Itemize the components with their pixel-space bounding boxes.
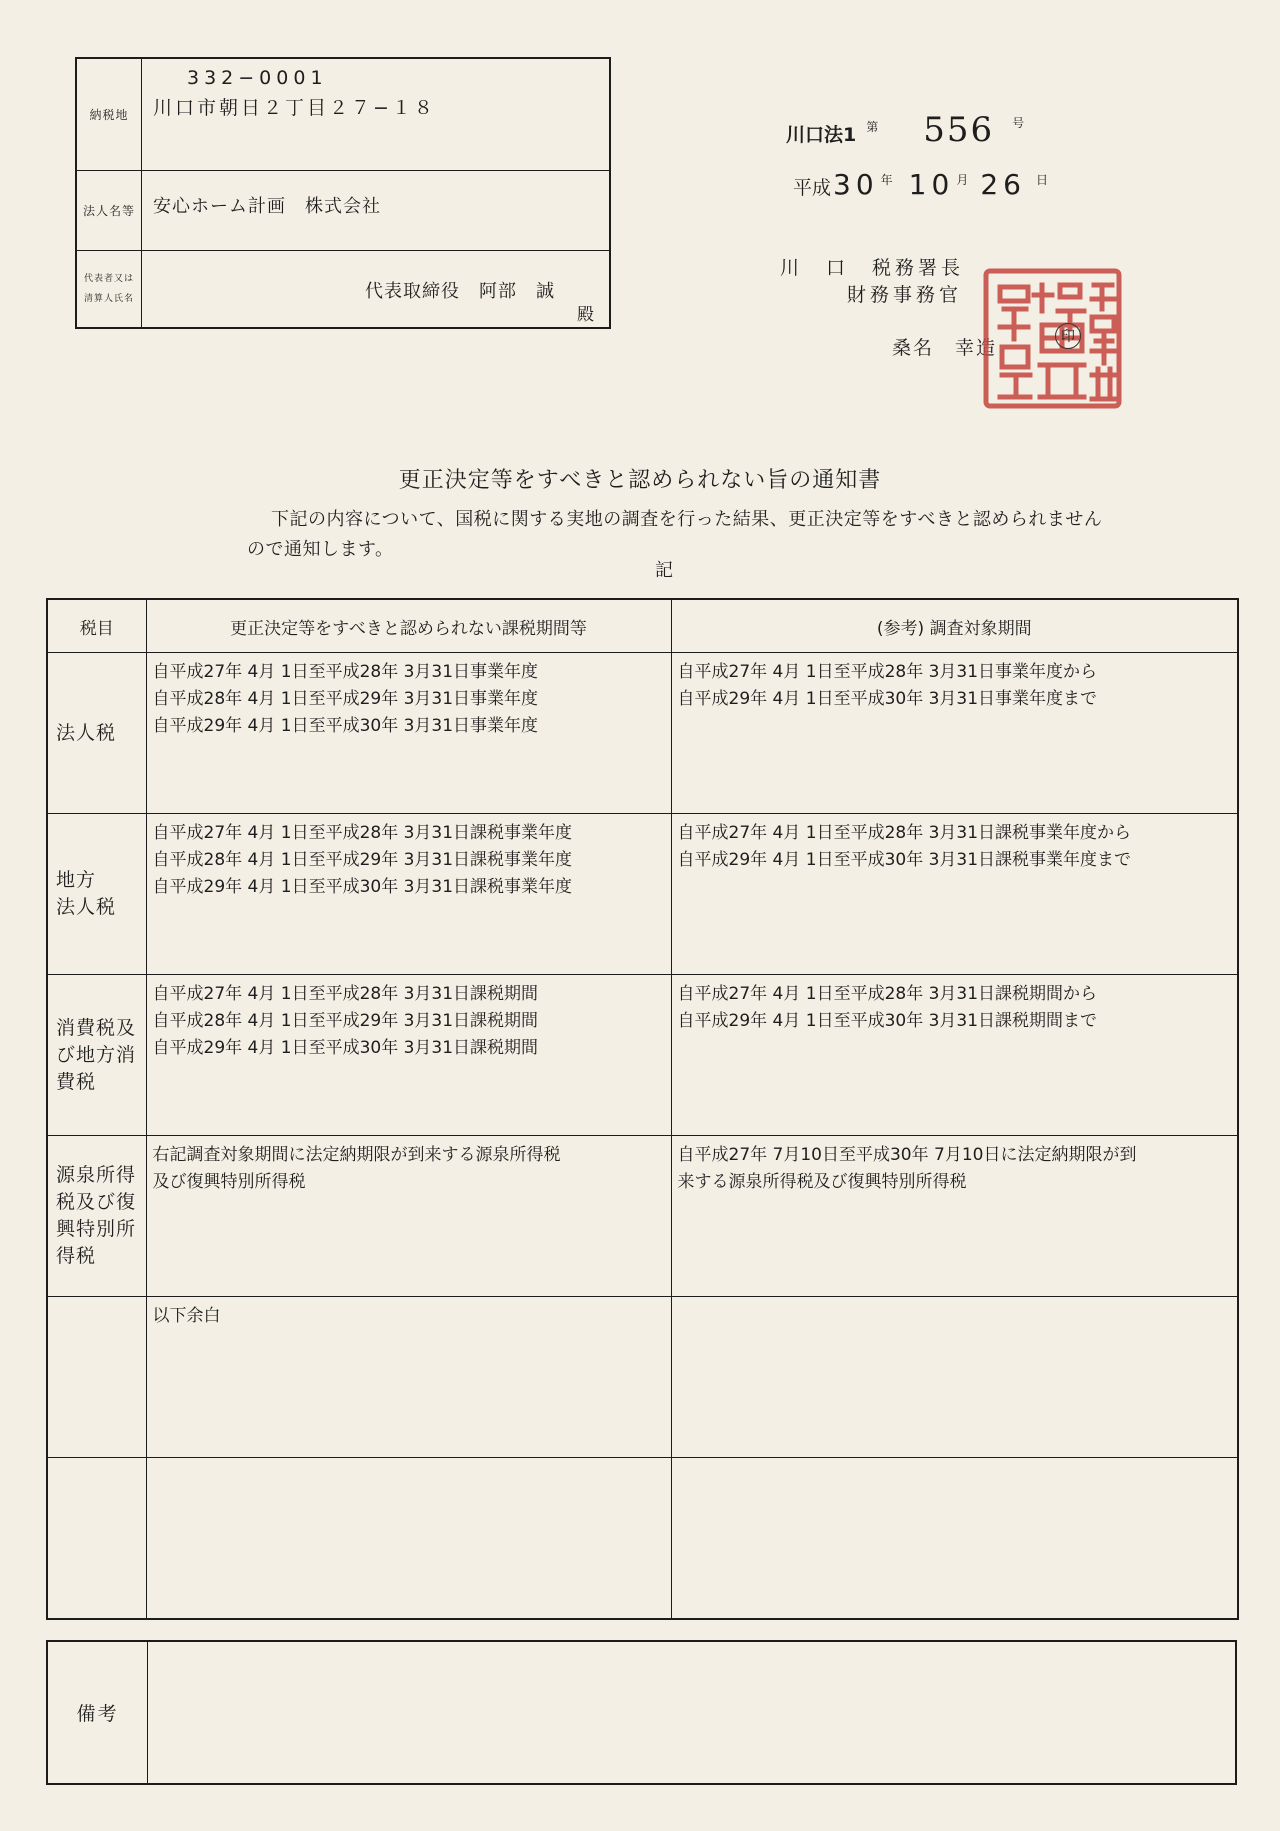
document-number-prefix: 川口法1 xyxy=(786,124,857,146)
honorific: 殿 xyxy=(577,305,594,325)
document-number-value: 556 xyxy=(923,110,995,150)
document-body: 下記の内容について、国税に関する実地の調査を行った結果、更正決定等をすべきと認められませんので通知します。 xyxy=(247,509,1103,560)
representative-row xyxy=(77,250,609,327)
date-day: 26 xyxy=(980,168,1026,201)
tax-item-line: 地方 xyxy=(56,869,97,891)
remarks-label: 備考 xyxy=(48,1642,148,1783)
period-line: 自平成29年 4月 1日至平成30年 3月31日課税事業年度 xyxy=(152,877,573,897)
tax-item-line: 消費税及 xyxy=(56,1016,137,1039)
issuer-name: 桑名 幸造 xyxy=(892,337,998,359)
corporation-row xyxy=(77,170,609,251)
address-text: 川口市朝日２丁目２７−１８ xyxy=(153,97,436,119)
tax-item-line: び地方消 xyxy=(56,1043,137,1066)
period-cell xyxy=(146,975,671,1136)
reference-cell xyxy=(671,1458,1238,1619)
header-reference: (参考) 調査対象期間 xyxy=(671,599,1238,653)
period-cell xyxy=(146,1458,671,1619)
tax-item-cell xyxy=(47,1136,146,1297)
date-day-unit: 日 xyxy=(1035,173,1048,187)
issue-date xyxy=(793,168,1054,201)
period-line: 自平成28年 4月 1日至平成29年 3月31日事業年度 xyxy=(152,689,539,709)
date-era: 平成 xyxy=(793,177,832,199)
reference-line: 自平成27年 4月 1日至平成28年 3月31日課税期間から xyxy=(677,984,1098,1004)
representative-label xyxy=(77,250,142,327)
period-line: 右記調査対象期間に法定納期限が到来する源泉所得税 xyxy=(152,1145,561,1165)
tax-period-table xyxy=(46,598,1239,1620)
table-row xyxy=(47,975,1238,1136)
tax-item-cell xyxy=(47,975,146,1136)
representative-label-line2: 清算人氏名 xyxy=(83,293,134,304)
tax-office: 川 口 税務署長 xyxy=(780,257,965,279)
table-row xyxy=(47,1458,1238,1619)
table-row xyxy=(47,1136,1238,1297)
tax-item-cell xyxy=(47,1297,146,1458)
reference-cell xyxy=(671,1136,1238,1297)
table-header-row xyxy=(47,599,1238,653)
reference-line: 自平成27年 4月 1日至平成28年 3月31日事業年度から xyxy=(677,662,1098,682)
zip-code: 332−0001 xyxy=(187,67,328,89)
period-line: 以下余白 xyxy=(152,1306,221,1326)
reference-line: 自平成29年 4月 1日至平成30年 3月31日課税事業年度まで xyxy=(677,850,1132,870)
period-cell xyxy=(146,1297,671,1458)
period-cell xyxy=(146,653,671,814)
table-row xyxy=(47,814,1238,975)
reference-line: 自平成27年 7月10日至平成30年 7月10日に法定納期限が到 xyxy=(677,1145,1137,1165)
table-row xyxy=(47,653,1238,814)
reference-line: 来する源泉所得税及び復興特別所得税 xyxy=(677,1172,967,1192)
ki-mark: 記 xyxy=(655,560,673,581)
reference-cell xyxy=(671,814,1238,975)
date-month: 10 xyxy=(908,168,955,201)
document-title: 更正決定等をすべきと認められない旨の通知書 xyxy=(398,468,882,493)
reference-line: 自平成27年 4月 1日至平成28年 3月31日課税事業年度から xyxy=(677,823,1132,843)
tax-item-line: 法人税 xyxy=(56,896,117,918)
issuer-title: 財務事務官 xyxy=(847,284,963,306)
date-year-unit: 年 xyxy=(880,173,893,187)
tax-item-line: 源泉所得 xyxy=(56,1164,137,1186)
period-line: 自平成29年 4月 1日至平成30年 3月31日課税期間 xyxy=(152,1038,539,1058)
tax-item-line: 得税 xyxy=(56,1245,97,1267)
representative-label-line1: 代表者又は xyxy=(83,273,134,284)
reference-cell xyxy=(671,975,1238,1136)
tax-item-line: 費税 xyxy=(56,1070,97,1093)
reference-cell xyxy=(671,1297,1238,1458)
period-line: 自平成29年 4月 1日至平成30年 3月31日事業年度 xyxy=(152,716,539,736)
tax-item-cell xyxy=(47,653,146,814)
header-periods: 更正決定等をすべきと認められない課税期間等 xyxy=(146,599,671,653)
remarks-box xyxy=(46,1640,1237,1785)
period-cell xyxy=(146,814,671,975)
period-line: 自平成28年 4月 1日至平成29年 3月31日課税期間 xyxy=(152,1011,539,1031)
address-label: 納税地 xyxy=(77,59,142,170)
document-number-go: 号 xyxy=(1012,116,1025,130)
reference-line: 自平成29年 4月 1日至平成30年 3月31日事業年度まで xyxy=(677,689,1098,709)
tax-item-line: 興特別所 xyxy=(56,1218,137,1240)
table-row xyxy=(47,1297,1238,1458)
document-number xyxy=(786,110,1024,150)
tax-item-line: 法人税 xyxy=(56,721,117,744)
corporation-name: 安心ホーム計画 株式会社 xyxy=(153,196,381,217)
date-month-unit: 月 xyxy=(956,173,969,187)
inkan-mark: 印 xyxy=(1055,323,1081,349)
tax-item-cell xyxy=(47,814,146,975)
date-year: 30 xyxy=(833,168,879,201)
reference-line: 自平成29年 4月 1日至平成30年 3月31日課税期間まで xyxy=(677,1011,1098,1031)
period-line: 自平成27年 4月 1日至平成28年 3月31日課税事業年度 xyxy=(152,823,573,843)
reference-cell xyxy=(671,653,1238,814)
period-line: 自平成28年 4月 1日至平成29年 3月31日課税事業年度 xyxy=(152,850,573,870)
representative-name: 代表取締役 阿部 誠 xyxy=(365,281,555,302)
period-line: 自平成27年 4月 1日至平成28年 3月31日課税期間 xyxy=(152,984,539,1004)
period-cell xyxy=(146,1136,671,1297)
tax-item-cell xyxy=(47,1458,146,1619)
recipient-box xyxy=(75,57,611,329)
period-line: 自平成27年 4月 1日至平成28年 3月31日事業年度 xyxy=(152,662,539,682)
corporation-label: 法人名等 xyxy=(77,170,142,250)
official-seal-icon xyxy=(980,265,1125,412)
document-number-dai: 第 xyxy=(866,120,879,134)
header-tax-item: 税目 xyxy=(47,599,146,653)
period-line: 及び復興特別所得税 xyxy=(152,1172,306,1192)
tax-item-line: 税及び復 xyxy=(56,1191,137,1213)
address-row xyxy=(77,59,609,171)
